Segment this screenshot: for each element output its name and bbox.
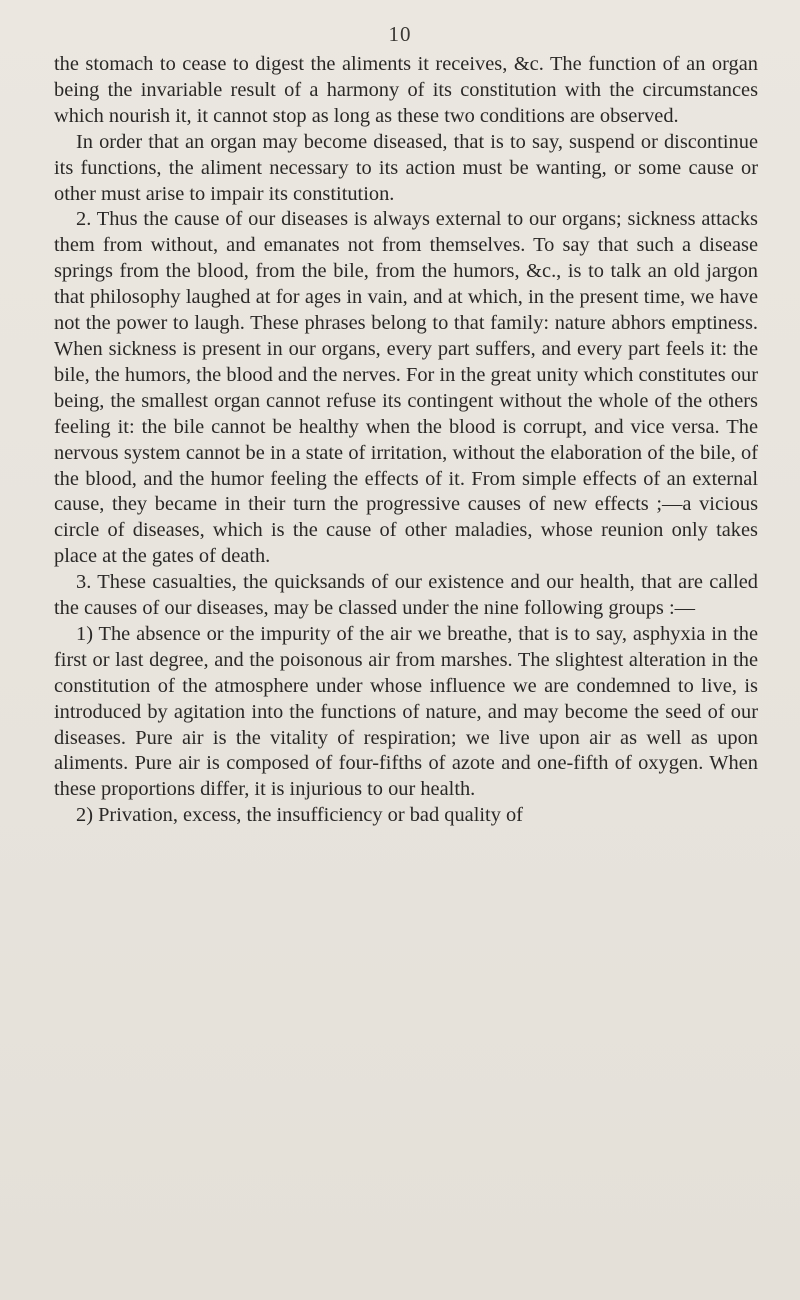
paragraph: 3. These casualties, the quicksands of our existence and our health, that are called the causes of our diseases, may be classed under the nine following groups :— [54,571,758,620]
paragraph: the stomach to cease to digest the aliments it receives, &c. The function of an organ being the invariable result of a harmony of its constitution with the circumstances which nourish it, it cannot stop as long as these two conditions are observed. [54,53,758,127]
paragraph: 1) The absence or the impurity of the air we breathe, that is to say, asphyxia in the first or last degree, and the poisonous air from marshes. The slightest alteration in the constitution of the atmosphere under whose influence we are condemned to live, is introduced by agitation into the functions of nature, and may become the seed of our diseases. Pure air is the vitality of respiration; we live upon air as well as upon aliments. Pure air is composed of four-fifths of azote and one-fifth of oxygen. When these proportions differ, it is injurious to our health. [54,622,758,801]
page-number: 10 [388,22,412,46]
body-text [54,52,758,829]
paragraph: In order that an organ may become diseased, that is to say, suspend or discontinue its functions, the aliment necessary to its action must be wanting, or some cause or other must arise to impair its constitution. [54,130,758,205]
paragraph: 2) Privation, excess, the insufficiency or bad quality of [76,804,523,827]
paragraph: 2. Thus the cause of our diseases is always external to our organs; sickness attacks them from without, and emanates not from themselves. To say that such a disease springs from the blood, from the bile, from the humors, &c., is to talk an old jargon that philosophy laughed at for ages in vain, and at which, in the present time, we have not the power to laugh. These phrases belong to that family: nature abhors emptiness. When sickness is present in our organs, every part suffers, and every part feels it: the bile, the humors, the blood and the nerves. For in the great unity which constitutes our being, the smallest organ cannot refuse its contingent without the whole of the others feeling it: the bile cannot be healthy when the blood is corrupt, and vice versa. The nervous system cannot be in a state of irritation, without the elaboration of the bile, of the blood, and the humor feeling the effects of it. From simple effects of an external cause, they became in their turn the progressive causes of new effects ;—a vicious circle of diseases, which is the cause of other maladies, whose reunion only takes place at the gates of death. [54,208,758,568]
